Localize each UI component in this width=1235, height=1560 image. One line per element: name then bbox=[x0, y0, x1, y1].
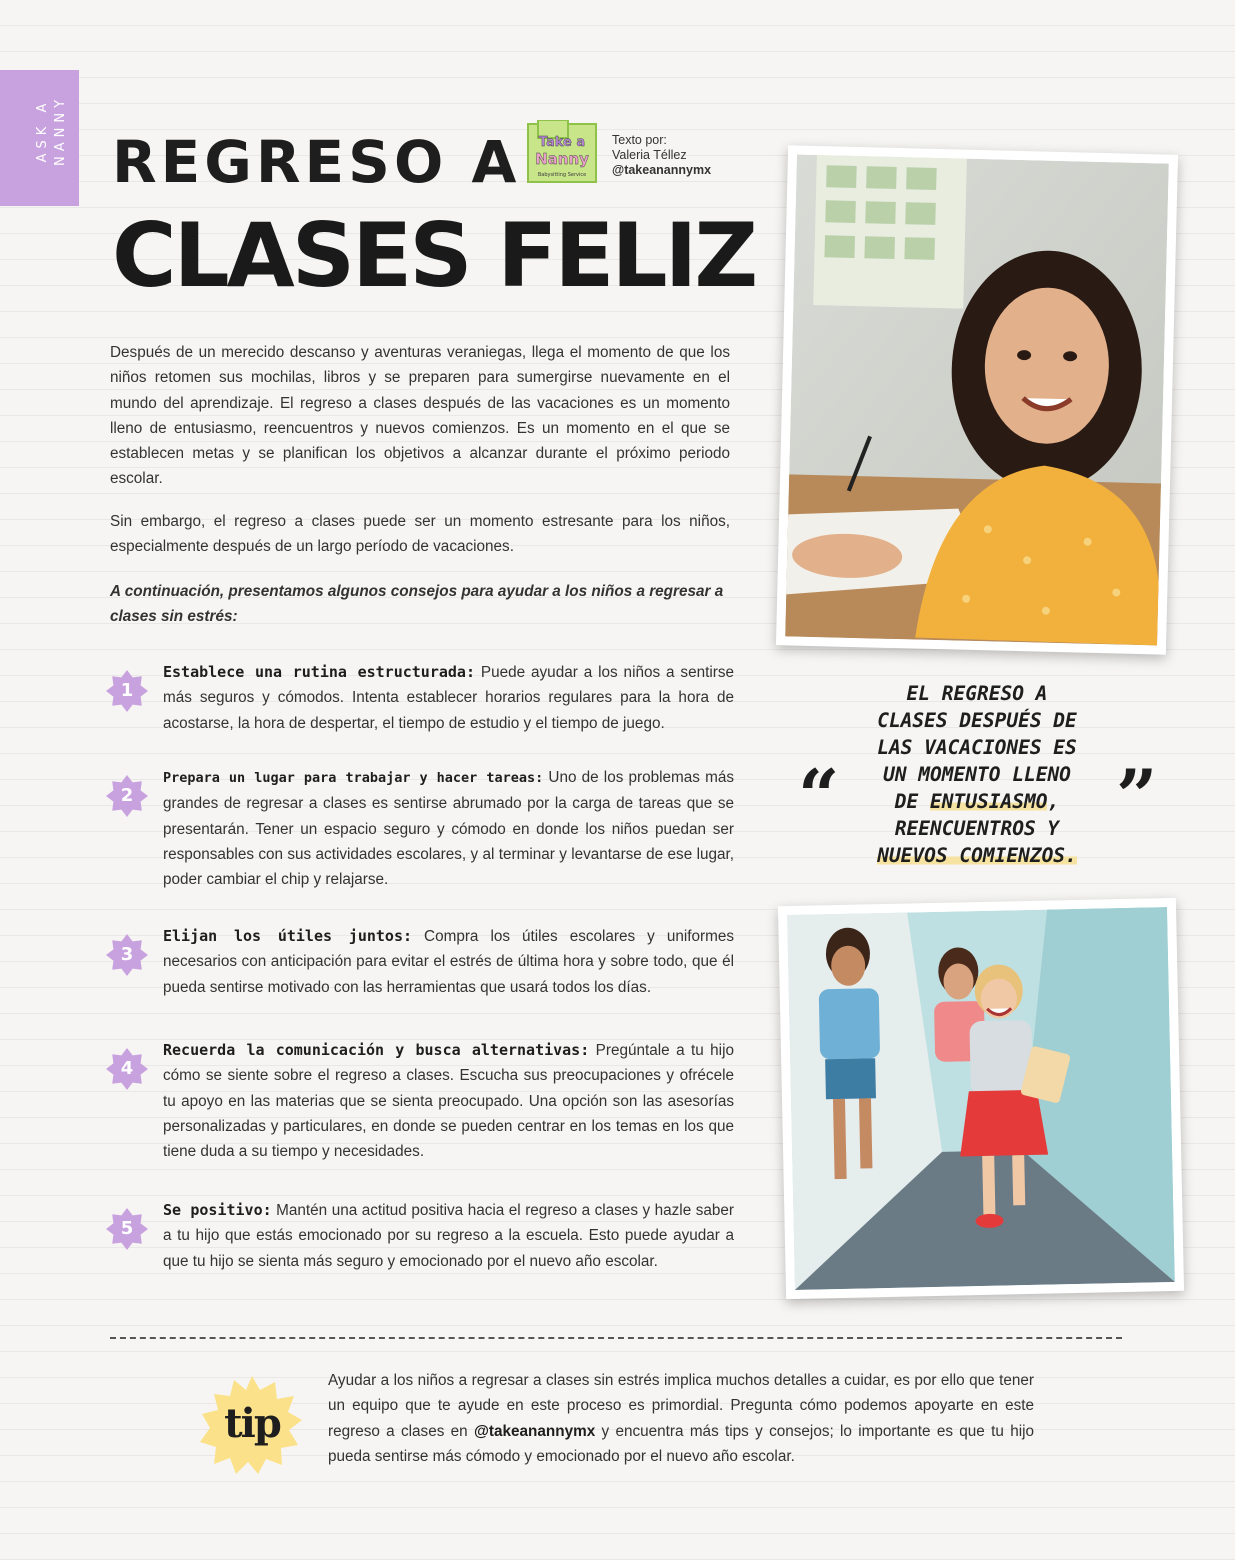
logo-subtext: Babysitting Service bbox=[537, 172, 587, 178]
quote-highlight: NUEVOS COMIENZOS. bbox=[877, 844, 1077, 867]
tip-text bbox=[163, 1038, 734, 1164]
tip-item-1 bbox=[104, 660, 734, 736]
logo-text-1: Take a bbox=[538, 135, 586, 150]
section-tab bbox=[0, 70, 79, 206]
photo-girl-studying bbox=[776, 145, 1178, 654]
take-a-nanny-logo bbox=[526, 120, 598, 184]
tip-text bbox=[163, 660, 734, 736]
author-credit bbox=[612, 133, 711, 178]
tip-text bbox=[163, 924, 734, 1000]
number-badge: 4 bbox=[104, 1046, 150, 1092]
close-quote-mark: ” bbox=[1116, 753, 1158, 838]
intro-paragraph-2: Sin embargo, el regreso a clases puede ser un momento estresante para los niños, especialmente después de un largo período de vacaciones. bbox=[110, 513, 730, 556]
number-badge: 3 bbox=[104, 932, 150, 978]
tip-badge bbox=[200, 1372, 304, 1476]
girl-studying-image bbox=[785, 155, 1169, 646]
logo-text-2: Nanny bbox=[535, 150, 589, 168]
tip-box-text: Ayudar a los niños a regresar a clases sin estrés implica muchos detalles a cuidar, es por ello que tener un equipo que te ayude en este proceso es primordial. Pregunta cómo podemos apoyarte en este regreso a clases en @takeanannymx y encuentra más tips y consejos; lo importante es que tu hijo pueda sentirse más cómodo y emocionado por el nuevo año escolar. bbox=[328, 1372, 1035, 1465]
intro-paragraph-1: Después de un merecido descanso y aventuras veraniegas, llega el momento de que los niños retomen sus mochilas, libros y se preparen para sumergirse nuevamente en el mundo del aprendizaje. El regreso a clases después de las vacaciones es un momento lleno de entusiasmo, reencuentros y nuevos comienzos. Es un momento en el que se establecen metas y se planifican los objetivos a alcanzar durante el próximo periodo escolar. bbox=[110, 344, 730, 488]
intro-lead: A continuación, presentamos algunos consejos para ayudar a los niños a regresar a clases sin estrés: bbox=[110, 583, 724, 626]
tip-body: Mantén una actitud positiva hacia el regreso a clases y hazle saber a tu hijo que estás emocionado por su regreso a la escuela. Esto puede ayudar a que tu hijo se sienta más seguro y emocionado por el nuevo año escolar. bbox=[163, 1202, 734, 1270]
tip-heading: Recuerda la comunicación y busca alternativas: bbox=[163, 1041, 590, 1059]
open-quote-mark: “ bbox=[798, 753, 840, 838]
number-badge: 2 bbox=[104, 773, 150, 819]
quote-highlight: ENTUSIASMO bbox=[930, 790, 1048, 813]
credit-handle: @takeanannymx bbox=[612, 163, 712, 177]
tip-item-4 bbox=[104, 1038, 734, 1164]
kids-running-image bbox=[787, 907, 1175, 1290]
section-tab-label: ASK A NANNY bbox=[35, 94, 68, 166]
tip-body: Pregúntale a tu hijo cómo se siente sobre el regreso a clases. Escucha sus preocupaciones y ofrécele tu apoyo en las materias que se sienta preocupado. Una opción son las asesorías personalizadas y particulares, en donde se pueden centrar en los temas en los que tiene duda a su tiempo y necesidades. bbox=[163, 1042, 734, 1161]
tip-item-3 bbox=[104, 924, 734, 1000]
tip-item-2 bbox=[104, 765, 734, 892]
page-title-line-2: CLASES FELIZ bbox=[112, 204, 756, 307]
tip-heading: Elijan los útiles juntos: bbox=[163, 927, 413, 945]
number-badge: 5 bbox=[104, 1206, 150, 1252]
tip-body: Puede ayudar a los niños a sentirse más seguros y cómodos. Intenta establecer horarios regulares para la hora de acostarse, la hora de despertar, el tiempo de estudio y el tiempo de juego. bbox=[163, 664, 734, 732]
page-title-line-1: REGRESO A bbox=[112, 128, 521, 196]
photo-kids-running bbox=[778, 898, 1184, 1299]
tip-heading: Establece una rutina estructurada: bbox=[163, 663, 475, 681]
tip-text bbox=[163, 765, 734, 892]
tip-handle: @takeanannymx bbox=[474, 1422, 596, 1440]
tip-body: Uno de los problemas más grandes de regresar a clases es sentirse abrumado por la carga de tareas que se presentarán. Tener un espacio seguro y cómodo en donde los niños puedan ser responsables con sus actividades escolares, y al terminar y levantarse de ese lugar, poder cambiar el chip y relajarse. bbox=[163, 769, 735, 889]
tip-text bbox=[163, 1198, 734, 1274]
credit-label: Texto por: bbox=[612, 133, 667, 147]
pull-quote: EL REGRESO A CLASES DESPUÉS DE LAS VACACIONES ES UN MOMENTO LLENO DE ENTUSIASMO, REENCUENTROS Y NUEVOS COMIENZOS. bbox=[877, 682, 1077, 867]
credit-author: Valeria Téllez bbox=[612, 148, 687, 162]
section-divider bbox=[110, 1337, 1122, 1339]
tip-heading: Se positivo: bbox=[163, 1201, 272, 1219]
tip-item-5 bbox=[104, 1198, 734, 1274]
tip-heading: Prepara un lugar para trabajar y hacer tareas: bbox=[163, 770, 544, 786]
tip-badge-label: tip bbox=[224, 1400, 280, 1447]
tip-body: Compra los útiles escolares y uniformes necesarios con anticipación para evitar el estrés de última hora y sobre todo, que él pueda sentirse motivado con las herramientas que usará todos los días. bbox=[163, 928, 734, 996]
number-badge: 1 bbox=[104, 668, 150, 714]
